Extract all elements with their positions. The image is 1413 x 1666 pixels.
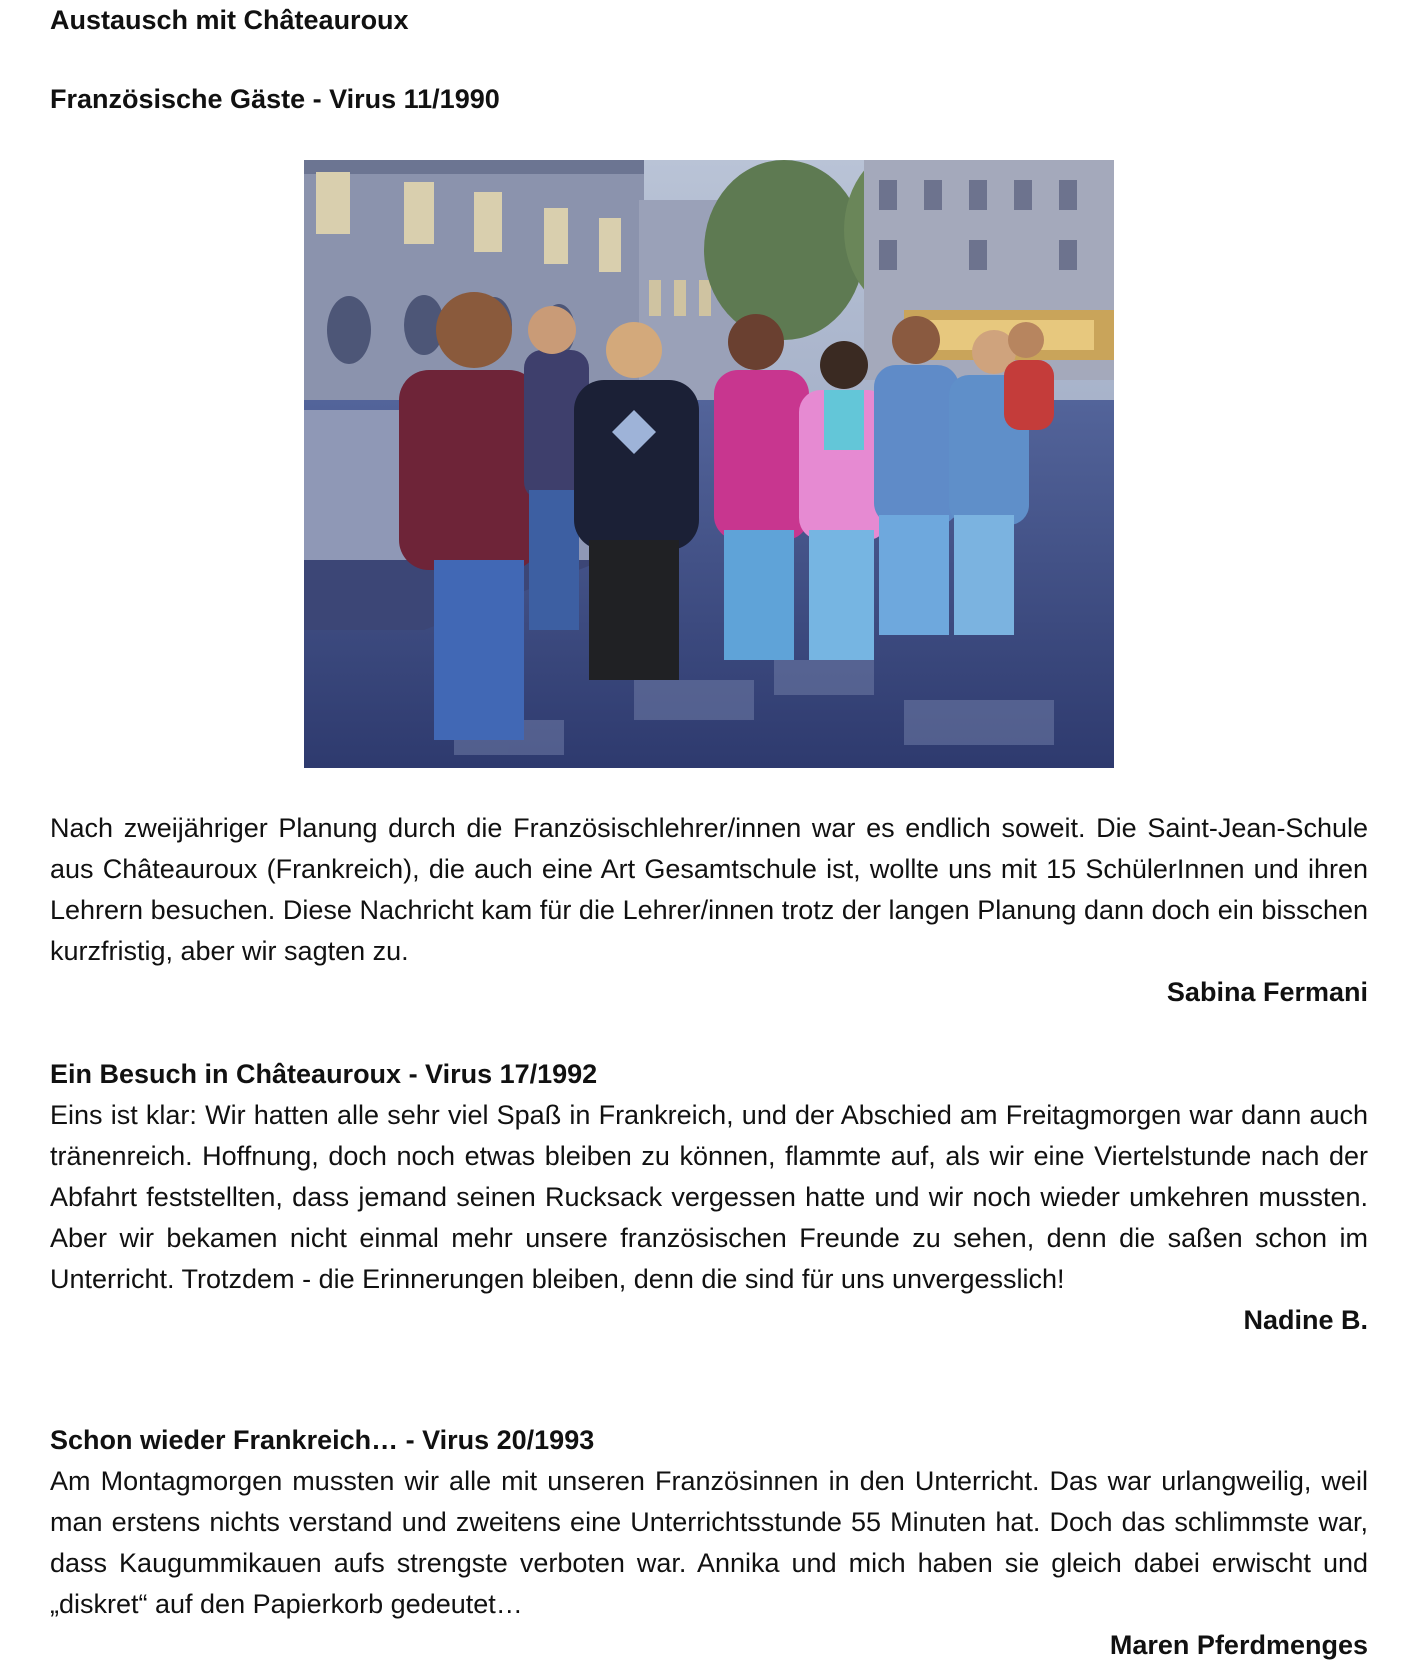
section-text: Am Montagmorgen mussten wir alle mit unseren Französinnen in den Unterricht. Das war urlangweilig, weil man erstens nichts verstand und zweitens eine Unterrichtsstunde 55 Minuten hat. Doch das schlimmste war, dass Kaugummikauen aufs strengste verboten war. Annika und mich haben sie gleich dabei erwischt und „diskret“ auf den Papierkorb gedeutet… <box>50 1466 1368 1619</box>
section-author: Sabina Fermani <box>1166 977 1368 1007</box>
section-text: Nach zweijähriger Planung durch die Französischlehrer/innen war es endlich soweit. Die Saint-Jean-Schule aus Châteauroux (Frankreich), die auch eine Art Gesamtschule ist, wollte uns mit 15 SchülerInnen und ihren Lehrern besuchen. Diese Nachricht kam für die Lehrer/innen trotz der langen Planung dann doch ein bisschen kurzfristig, aber wir sagten zu. <box>50 813 1368 966</box>
page-title: Austausch mit Châteauroux <box>50 5 409 35</box>
section-title: Schon wieder Frankreich… - Virus 20/1993 <box>50 1425 595 1455</box>
section-author: Nadine B. <box>1243 1305 1368 1335</box>
group-photo-image <box>304 160 1114 768</box>
page-subtitle: Französische Gäste - Virus 11/1990 <box>50 84 500 114</box>
section-visit-1992 <box>50 1054 1368 1341</box>
section-author: Maren Pferdmenges <box>1109 1630 1368 1660</box>
section-visit-1993 <box>50 1420 1368 1666</box>
section-text: Eins ist klar: Wir hatten alle sehr viel Spaß in Frankreich, und der Abschied am Freitagmorgen war dann auch tränenreich. Hoffnung, doch noch etwas bleiben zu können, flammte auf, als wir eine Viertelstunde nach der Abfahrt feststellten, dass jemand seinen Rucksack vergessen hatte und wir noch wieder umkehren mussten. Aber wir bekamen nicht einmal mehr unsere französischen Freunde zu sehen, denn die saßen schon im Unterricht. Trotzdem - die Erinnerungen bleiben, denn die sind für uns unvergesslich! <box>50 1100 1368 1294</box>
section-visit-1990 <box>50 808 1368 1013</box>
section-title: Ein Besuch in Châteauroux - Virus 17/1992 <box>50 1059 598 1089</box>
